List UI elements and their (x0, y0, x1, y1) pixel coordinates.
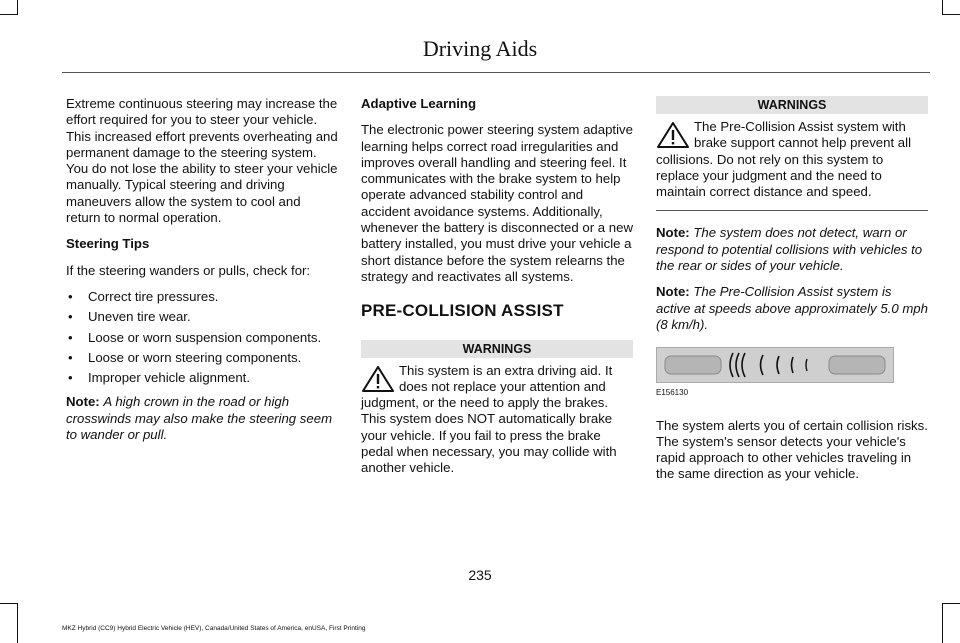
warning-rule (656, 210, 928, 211)
list-item (66, 370, 338, 386)
list-item (66, 289, 338, 305)
warning-box (656, 96, 928, 211)
header-rule (62, 72, 930, 73)
crop-mark (17, 603, 18, 643)
note-text: A high crown in the road or high crosswinds may also make the steering seem to wander or pull. (66, 394, 333, 443)
column-3 (656, 96, 928, 493)
crop-mark (942, 0, 943, 15)
column-2 (361, 96, 633, 491)
warning-text: The Pre-Collision Assist system with brake support cannot help prevent all collisions. Do not rely on this system to replace your judgment and the need to maintain correct distance and speed. (656, 119, 912, 200)
list-item (66, 330, 338, 346)
warning-triangle-icon (656, 121, 690, 149)
bullet-glyph: • (68, 349, 73, 365)
crop-mark (942, 603, 960, 604)
note-text: The system does not detect, warn or respond to potential collisions with vehicles to the rear or sides of your vehicle. (656, 225, 923, 274)
intro-paragraph: Extreme continuous steering may increase the effort required for you to steer your vehicle. This increased effort prevents overheating and permanent damage to the steering system. You do not lose the ability to steer your vehicle manually. Typical steering and driving maneuvers allow the system to cool and return to normal operation. (66, 96, 338, 226)
note (656, 284, 928, 333)
bullet-glyph: • (68, 309, 73, 325)
bullet-glyph: • (68, 329, 73, 345)
warning-body (361, 363, 633, 477)
warning-text: This system is an extra driving aid. It does not replace your attention and judgment, or the need to apply the brakes. This system does NOT automatically brake your vehicle. If you fail to press the brake pedal when necessary, you may collide with another vehicle. (361, 362, 617, 476)
list-item-text: Improper vehicle alignment. (88, 370, 250, 386)
warning-box (361, 340, 633, 477)
crop-mark (0, 603, 18, 604)
note (66, 394, 338, 443)
page-number: 235 (468, 567, 492, 583)
steering-tips-heading: Steering Tips (66, 236, 150, 252)
note-label: Note: (66, 394, 100, 410)
warnings-heading: WARNINGS (656, 96, 928, 114)
page-title: Driving Aids (422, 36, 538, 61)
adaptive-learning-paragraph: The electronic power steering system adaptive learning helps correct road irregularities and improves overall handling and steering feel. It communicates with the brake system to help operate advanced stability control and accident avoidance systems. Additionally, whenever the battery is disconnected or a new battery installed, you must drive your vehicle a short distance before the system relearns the strategy and reactivates all systems. (361, 122, 633, 284)
crop-mark (0, 14, 18, 15)
list-item (66, 350, 338, 366)
note-label: Note: (656, 284, 690, 300)
column-1 (66, 96, 338, 453)
bullet-glyph: • (68, 370, 73, 386)
adaptive-learning-heading: Adaptive Learning (361, 96, 477, 111)
section-heading: PRE-COLLISION ASSIST (361, 301, 564, 321)
steering-tips-lead: If the steering wanders or pulls, check for: (66, 262, 311, 278)
crop-mark (942, 14, 960, 15)
warnings-heading: WARNINGS (361, 340, 633, 358)
collision-warning-display-image (656, 347, 894, 383)
footer-text: MKZ Hybrid (CC9) Hybrid Electric Vehicle (HEV), Canada/United States of America, enUSA, First Printing (62, 625, 366, 632)
bullet-glyph: • (68, 288, 73, 304)
crop-mark (942, 603, 943, 643)
body-paragraph: The system alerts you of certain collision risks. The system's sensor detects your vehicle's rapid approach to other vehicles traveling in the same direction as your vehicle. (656, 417, 928, 482)
note-text: The Pre-Collision Assist system is active at speeds above approximately 5.0 mph (8 km/h). (656, 284, 928, 332)
steering-tips-list (66, 289, 338, 386)
list-item-text: Loose or worn suspension components. (88, 329, 322, 345)
warning-body (656, 119, 928, 200)
note (656, 225, 928, 274)
warning-triangle-icon (361, 365, 395, 393)
list-item-text: Loose or worn steering components. (88, 349, 302, 365)
figure-id: E156130 (656, 388, 689, 398)
list-item-text: Uneven tire wear. (88, 309, 191, 325)
crop-mark (17, 0, 18, 15)
list-item (66, 309, 338, 325)
list-item-text: Correct tire pressures. (88, 288, 219, 304)
note-label: Note: (656, 225, 690, 241)
collision-warning-graphic (657, 348, 893, 382)
